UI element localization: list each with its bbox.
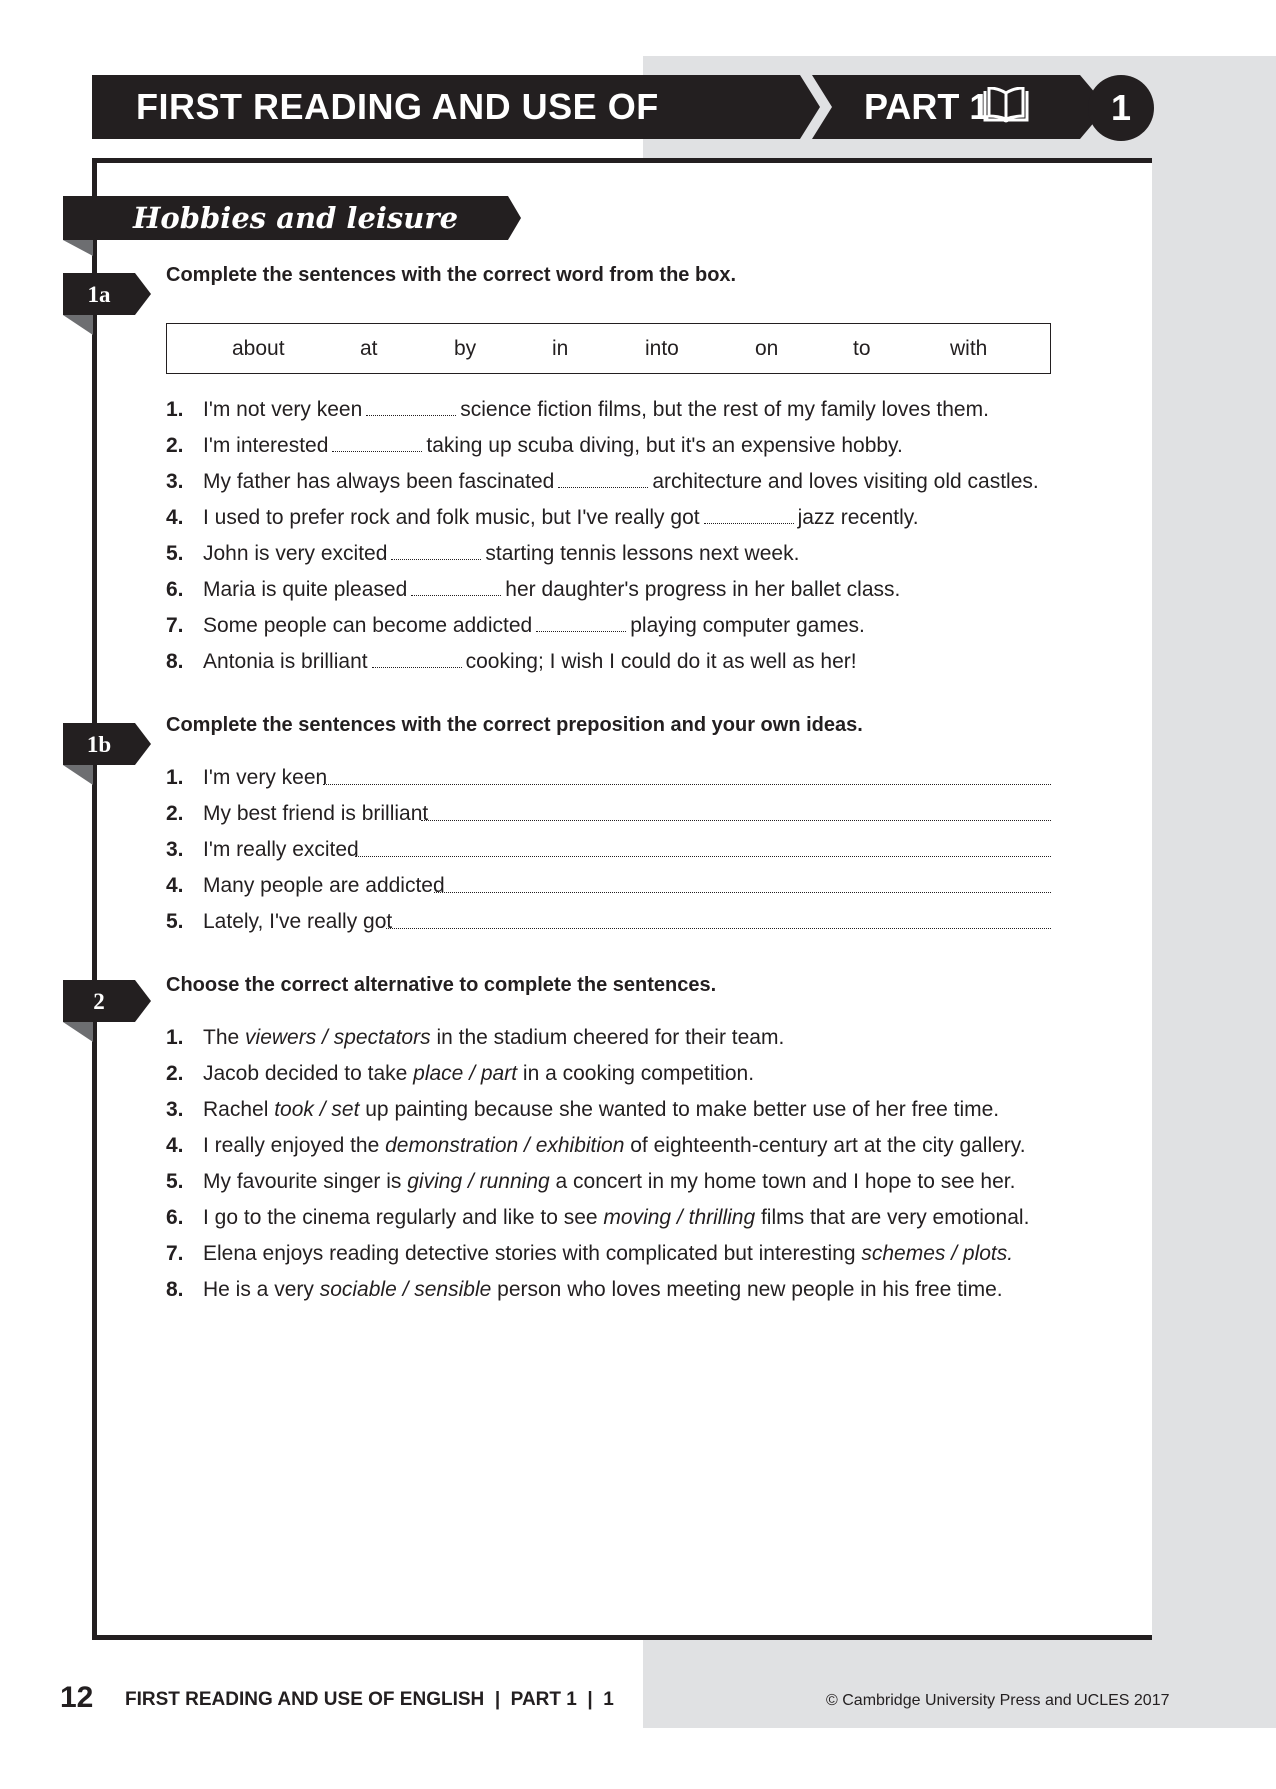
choice-alternatives[interactable]: schemes / plots. (861, 1242, 1014, 1265)
header-part (812, 75, 1107, 139)
answer-line[interactable] (421, 820, 1051, 821)
header-part-label: PART 1 (864, 86, 990, 127)
answer-line[interactable] (323, 784, 1051, 785)
answer-gap[interactable] (366, 399, 456, 416)
answer-gap[interactable] (391, 543, 481, 560)
choice-alternatives[interactable]: sociable / sensible (319, 1278, 492, 1301)
answer-line[interactable] (355, 856, 1051, 857)
box-word: about (232, 337, 285, 360)
book-icon (982, 87, 1030, 125)
exercise-tab-1a (63, 273, 153, 315)
box-word: into (645, 337, 679, 360)
choice-alternatives[interactable]: took / set (274, 1098, 360, 1121)
choice-alternatives[interactable]: moving / thrilling (603, 1206, 756, 1229)
instruction-1b: Complete the sentences with the correct preposition and your own ideas. (166, 714, 863, 736)
exercise-tab-2 (63, 980, 153, 1022)
word-box (166, 323, 1051, 374)
exercise-tab-1b (63, 723, 153, 765)
choice-alternatives[interactable]: giving / running (407, 1170, 550, 1193)
instruction-1a: Complete the sentences with the correct word from the box. (166, 264, 737, 286)
copyright-notice: © Cambridge University Press and UCLES 2017 (826, 1692, 1170, 1709)
choice-alternatives[interactable]: place / part (413, 1062, 518, 1085)
exercise-number: 1b (86, 732, 112, 757)
page-number: 12 (60, 1681, 94, 1714)
box-word: at (360, 337, 378, 360)
instruction-2: Choose the correct alternative to complete the sentences. (166, 974, 717, 996)
answer-gap[interactable] (372, 651, 462, 668)
box-word: on (755, 337, 779, 360)
box-word: to (853, 337, 871, 360)
header-title: FIRST READING AND USE OF (92, 75, 790, 139)
box-word: with (950, 337, 988, 360)
answer-gap[interactable] (332, 435, 422, 452)
answer-line[interactable] (386, 928, 1051, 929)
exercise-number: 1a (87, 282, 111, 307)
answer-line[interactable] (434, 892, 1051, 893)
unit-number-badge: 1 (1088, 75, 1154, 141)
box-word: in (552, 337, 569, 360)
footer-title: FIRST READING AND USE OF ENGLISH | PART 1 | 1 (125, 1689, 614, 1710)
answer-gap[interactable] (411, 579, 501, 596)
choice-alternatives[interactable]: demonstration / exhibition (385, 1134, 625, 1157)
box-word: by (454, 337, 477, 360)
choice-alternatives[interactable]: viewers / spectators (245, 1026, 431, 1049)
answer-gap[interactable] (558, 471, 648, 488)
section-title: Hobbies and leisure (133, 201, 459, 235)
answer-gap[interactable] (536, 615, 626, 632)
exercise-number: 2 (93, 989, 105, 1014)
answer-gap[interactable] (704, 507, 794, 524)
